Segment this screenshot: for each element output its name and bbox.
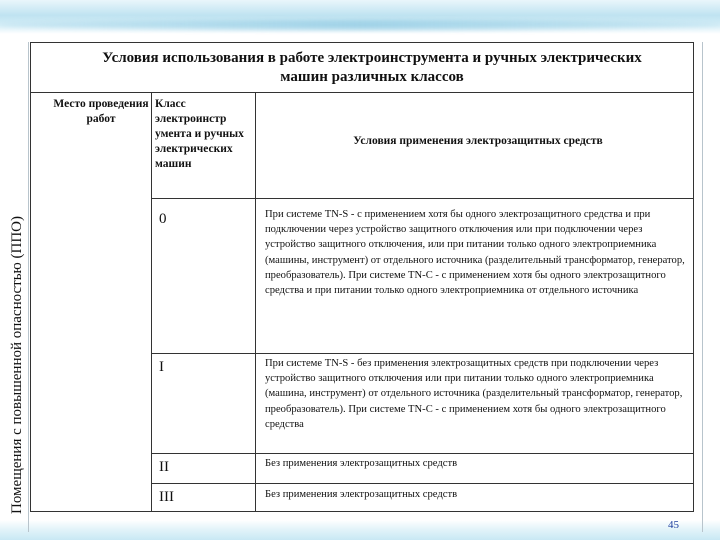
row-divider	[151, 483, 693, 484]
row-divider	[151, 353, 693, 354]
bottom-decor-band	[0, 520, 720, 540]
room-label: Помещения с повышенной опасностью (ППО)	[9, 216, 25, 514]
top-decor-band	[0, 0, 720, 34]
row-divider	[151, 453, 693, 454]
class-cell: III	[159, 489, 174, 505]
row-divider	[151, 198, 693, 199]
class-cell: I	[159, 359, 164, 375]
table-title: Условия использования в работе электроинструмента и ручных электрических машин различных классов	[31, 43, 693, 93]
header-class: Класс электроинстр умента и ручных электрических машин	[155, 98, 244, 170]
conditions-cell: Без применения электрозащитных средств	[265, 489, 458, 500]
class-cell: II	[159, 459, 169, 475]
header-place: Место проведения работ	[53, 98, 149, 125]
header-conditions: Условия применения электрозащитных средств	[353, 135, 603, 147]
class-cell: 0	[159, 211, 167, 227]
right-frame-line	[694, 42, 703, 532]
conditions-cell: При системе TN-S - без применения электрозащитных средств при подключении через устройство защитного отключения или при питании только одного электроприемника (машина, инструмент) от отдельного источника (разделительный трансформатор, генератор, преобразователь). При системе TN-C - с применением хотя бы одного электрозащитного средства	[265, 358, 683, 430]
conditions-cell: При системе TN-S - с применением хотя бы одного электрозащитного средства и при подключении через устройство защитного отключения или при подключении через устройство защитного отключения, или при питании только одного электроприемника (машины, инструмент) от отдельного источника (разделительный трансформатор, генератор, преобразователь). При системе TN-C - с применением хотя бы одного электрозащитного средства и при питании только одного электроприемника от отдельного источника	[265, 209, 685, 297]
column-divider	[151, 93, 152, 511]
page-number: 45	[668, 519, 679, 531]
conditions-table	[9, 42, 694, 514]
conditions-cell: Без применения электрозащитных средств	[265, 458, 458, 469]
column-divider	[255, 93, 256, 511]
